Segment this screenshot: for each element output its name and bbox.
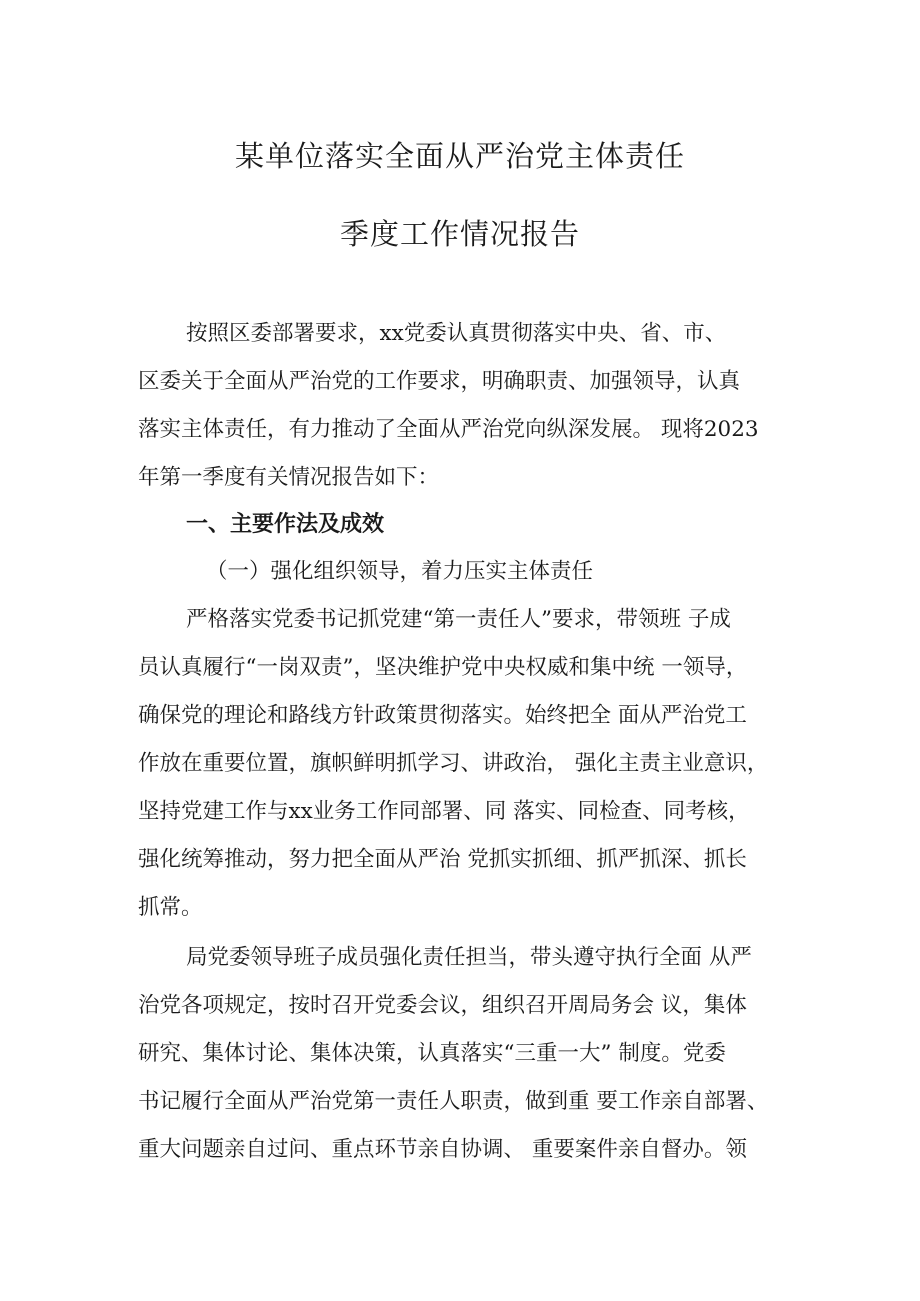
- paragraph-line: 研究、集体讨论、集体决策，认真落实“三重一大” 制度。党委: [138, 1041, 726, 1066]
- paragraph-line: 抓常。: [138, 895, 203, 920]
- paragraph-line: 确保党的理论和路线方针政策贯彻落实。始终把全 面从严治党工: [138, 703, 747, 728]
- section-subheading: （一）强化组织领导，着力压实主体责任: [206, 559, 594, 584]
- document-title-line2: 季度工作情况报告: [339, 217, 580, 251]
- intro-line: 按照区委部署要求，xx党委认真贯彻落实中央、省、市、: [186, 321, 727, 346]
- paragraph-line: 重大问题亲自过问、重点环节亲自协调、 重要案件亲自督办。领: [138, 1137, 747, 1162]
- paragraph-line: 严格落实党委书记抓党建“第一责任人”要求，带领班 子成: [186, 607, 731, 632]
- paragraph-line: 治党各项规定，按时召开党委会议，组织召开周局务会 议，集体: [138, 993, 747, 1018]
- paragraph-line: 强化统筹推动，努力把全面从严治 党抓实抓细、抓严抓深、抓长: [138, 847, 747, 872]
- paragraph-line: 作放在重要位置，旗帜鲜明抓学习、讲政治， 强化主责主业意识，: [138, 751, 769, 776]
- paragraph-line: 局党委领导班子成员强化责任担当，带头遵守执行全面 从严: [186, 945, 752, 970]
- paragraph-line: 书记履行全面从严治党第一责任人职责，做到重 要工作亲自部署、: [138, 1089, 769, 1114]
- paragraph-line: 员认真履行“一岗双责”，坚决维护党中央权威和集中统 一领导，: [138, 655, 748, 680]
- document-title-line1: 某单位落实全面从严治党主体责任: [234, 139, 685, 173]
- intro-line: 年第一季度有关情况报告如下：: [138, 465, 440, 490]
- intro-line: 落实主体责任，有力推动了全面从严治党向纵深发展。 现将2023: [138, 417, 759, 442]
- section-heading: 一、主要作法及成效: [186, 512, 385, 537]
- intro-line: 区委关于全面从严治党的工作要求，明确职责、加强领导，认真: [138, 369, 741, 394]
- paragraph-line: 坚持党建工作与xx业务工作同部署、同 落实、同检查、同考核，: [138, 799, 750, 824]
